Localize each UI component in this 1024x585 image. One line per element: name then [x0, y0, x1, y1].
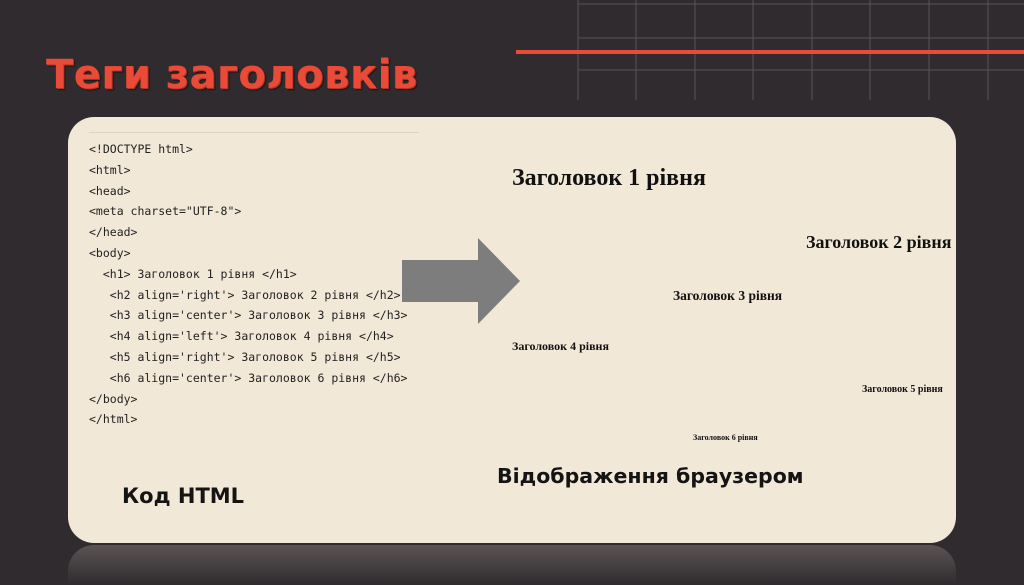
card-reflection: [68, 545, 956, 585]
right-arrow-icon: [402, 238, 522, 324]
code-caption: Код HTML: [122, 484, 245, 508]
code-line: </html>: [89, 412, 138, 427]
code-line: <head>: [89, 183, 131, 198]
code-line: <html>: [89, 162, 131, 177]
rendered-heading-2: Заголовок 2 рівня: [806, 232, 952, 252]
code-line: <!DOCTYPE html>: [89, 142, 193, 156]
browser-caption: Відображення браузером: [497, 464, 804, 488]
rendered-heading-4: Заголовок 4 рівня: [512, 339, 609, 353]
html-code-listing: [89, 132, 419, 430]
rendered-heading-5: Заголовок 5 рівня: [862, 384, 943, 395]
code-line: <meta charset="UTF-8">: [89, 204, 242, 219]
rendered-heading-6: Заголовок 6 рівня: [693, 433, 758, 442]
code-line: </body>: [89, 391, 138, 406]
code-line: <h6 align='center'> Заголовок 6 рівня </h6>: [89, 370, 408, 385]
slide-title: Теги заголовків: [46, 52, 418, 98]
code-line: <h1> Заголовок 1 рівня </h1>: [89, 266, 297, 281]
code-line: <h2 align='right'> Заголовок 2 рівня </h2>: [89, 287, 401, 302]
rendered-heading-3: Заголовок 3 рівня: [673, 288, 783, 303]
code-line: <h3 align='center'> Заголовок 3 рівня </h3>: [89, 308, 408, 323]
code-line: </head>: [89, 225, 138, 240]
code-line: <h5 align='right'> Заголовок 5 рівня </h5>: [89, 349, 401, 364]
code-line: <h4 align='left'> Заголовок 4 рівня </h4>: [89, 329, 394, 344]
rendered-heading-1: Заголовок 1 рівня: [512, 165, 706, 191]
code-line: <body>: [89, 245, 131, 260]
